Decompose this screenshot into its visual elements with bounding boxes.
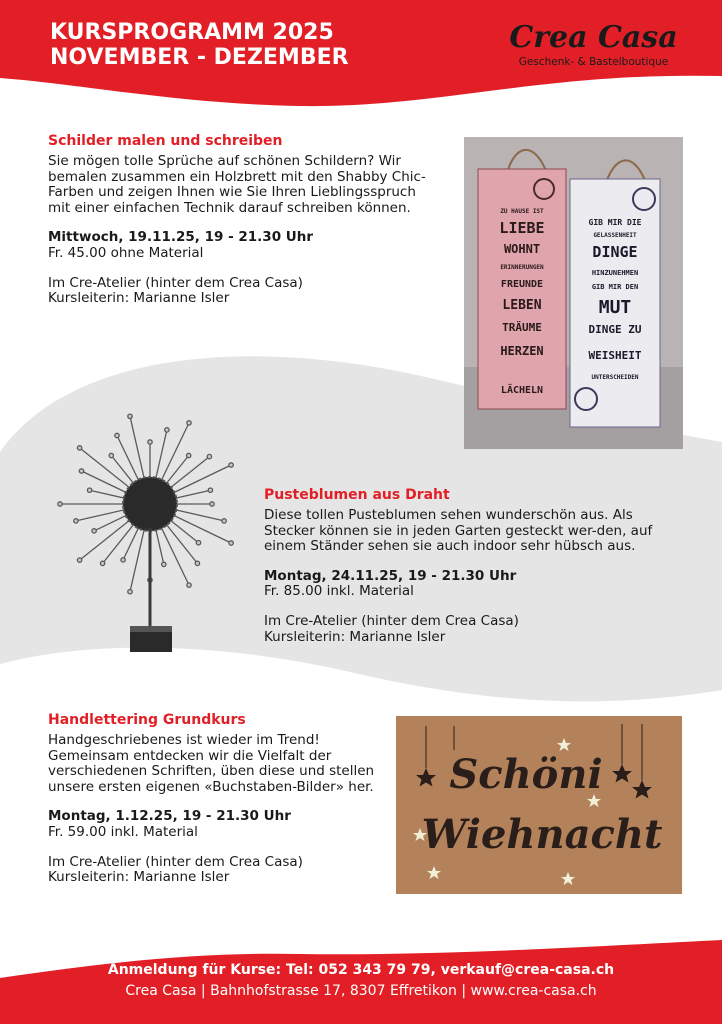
- sign-left-text-1: ZU HAUSE IST: [500, 208, 544, 215]
- course-description: Sie mögen tolle Sprüche auf schönen Schildern? Wir bemalen zusammen ein Holzbrett mit den Shabby Chic-Farben und zeigen Ihnen wie Sie Ihren Lieblingsspruch mit einer einfachen Technik darauf schreiben können.: [48, 153, 426, 216]
- footer-contact: [0, 960, 722, 1002]
- footer-registration: Anmeldung für Kurse: Tel: 052 343 79 79, verkauf@crea-casa.ch: [107, 962, 615, 978]
- course-location: Im Cre-Atelier (hinter dem Crea Casa): [48, 853, 303, 870]
- footer-address: Crea Casa | Bahnhofstrasse 17, 8307 Effretikon | www.crea-casa.ch: [125, 983, 597, 999]
- title-line-1: KURSPROGRAMM 2025: [50, 20, 334, 45]
- lettering-word-2: Wiehnacht: [421, 811, 663, 858]
- sign-left-text-6: LEBEN: [502, 298, 542, 313]
- course-location: Im Cre-Atelier (hinter dem Crea Casa): [48, 274, 303, 291]
- sign-left-text-7: TRÄUME: [502, 321, 542, 334]
- sign-left-text-4: ERINNERUNGEN: [500, 264, 544, 271]
- course-date: Montag, 1.12.25, 19 - 21.30 Uhr: [48, 808, 291, 825]
- sign-right-text-3: DINGE: [592, 243, 638, 261]
- lettering-word-1: Schöni: [449, 751, 603, 798]
- course-date: Mittwoch, 19.11.25, 19 - 21.30 Uhr: [48, 229, 314, 246]
- course-handlettering: [48, 712, 378, 886]
- sign-right-text-9: UNTERSCHEIDEN: [591, 374, 639, 381]
- course-date: Montag, 24.11.25, 19 - 21.30 Uhr: [264, 567, 517, 584]
- dandelion-photo: [40, 392, 255, 664]
- lettering-photo: [396, 716, 682, 894]
- course-location: Im Cre-Atelier (hinter dem Crea Casa): [264, 612, 519, 629]
- sign-left-text-3: WOHNT: [503, 242, 541, 256]
- course-leader: Kursleiterin: Marianne Isler: [48, 290, 230, 307]
- title-line-2: NOVEMBER - DEZEMBER: [50, 45, 349, 70]
- sign-right-text-7: DINGE ZU: [588, 323, 642, 336]
- course-title: Schilder malen und schreiben: [48, 133, 283, 149]
- course-title: Pusteblumen aus Draht: [264, 487, 450, 503]
- sign-right-text-5: GIB MIR DEN: [591, 283, 639, 291]
- brand-name: Crea Casa: [509, 20, 678, 55]
- page-title: [50, 20, 349, 70]
- course-leader: Kursleiterin: Marianne Isler: [264, 628, 446, 645]
- course-price: Fr. 45.00 ohne Material: [48, 244, 204, 261]
- course-description: Diese tollen Pusteblumen sehen wunderschön aus. Als Stecker können sie in jeden Garten gesteckt wer-den, auf einem Ständer sehen sie auch indoor sehr hübsch aus.: [264, 507, 653, 555]
- sign-left-text-5: FREUNDE: [500, 279, 544, 290]
- sign-right-text-6: MUT: [598, 297, 632, 318]
- sign-right-text-1: GIB MIR DIE: [588, 218, 642, 227]
- course-price: Fr. 59.00 inkl. Material: [48, 823, 198, 840]
- sign-right-text-8: WEISHEIT: [588, 349, 642, 362]
- course-sign-painting: [48, 133, 433, 307]
- brand-subtitle: Geschenk- & Bastelboutique: [518, 56, 669, 68]
- course-price: Fr. 85.00 inkl. Material: [264, 583, 414, 600]
- brand-logo: [506, 22, 681, 68]
- course-description: Handgeschriebenes ist wieder im Trend! Gemeinsam entdecken wir die Vielfalt der verschiedenen Schriften, üben diese und stellen unsere ersten eigenen «Buchstaben-Bilder» her.: [48, 732, 375, 795]
- course-dandelion-wire: [264, 487, 682, 645]
- sign-left-text-8: HERZEN: [500, 344, 544, 358]
- sign-right-text-2: GELASSENHEIT: [593, 232, 637, 239]
- course-leader: Kursleiterin: Marianne Isler: [48, 869, 230, 886]
- sign-right-text-4: HINZUNEHMEN: [591, 269, 639, 277]
- course-title: Handlettering Grundkurs: [48, 712, 246, 728]
- sign-left-text-9: LÄCHELN: [500, 385, 544, 396]
- sign-left-text-2: LIEBE: [499, 219, 545, 237]
- signs-photo: [464, 137, 683, 449]
